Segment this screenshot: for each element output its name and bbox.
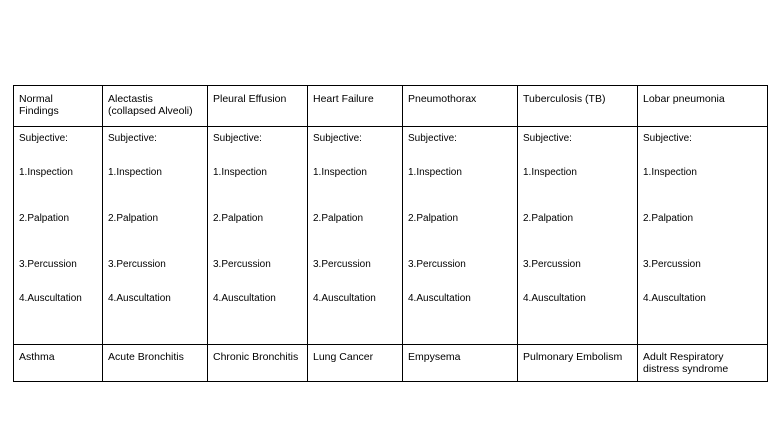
header-cell-heart-failure	[308, 86, 403, 127]
footer-text: Lung Cancer	[313, 351, 374, 363]
subjective-label: Subjective:	[313, 133, 362, 144]
auscultation-label: 4.Auscultation	[213, 293, 276, 304]
inspection-label: 1.Inspection	[213, 167, 267, 178]
inspection-label: 1.Inspection	[313, 167, 367, 178]
assessment-cell	[103, 127, 208, 345]
footer-text: distress syndrome	[643, 363, 729, 375]
footer-cell-lung-cancer	[308, 345, 403, 382]
footer-text: Empysema	[408, 351, 461, 363]
percussion-label: 3.Percussion	[19, 259, 77, 270]
header-text: Alectastis	[108, 93, 153, 105]
footer-cell-asthma	[14, 345, 103, 382]
header-cell-pleural-effusion	[208, 86, 308, 127]
footer-text: Chronic Bronchitis	[213, 351, 299, 363]
auscultation-label: 4.Auscultation	[643, 293, 706, 304]
auscultation-label: 4.Auscultation	[19, 293, 82, 304]
assessment-cell	[14, 127, 103, 345]
palpation-label: 2.Palpation	[19, 213, 70, 224]
header-cell-tuberculosis	[518, 86, 638, 127]
assessment-cell	[638, 127, 768, 345]
subjective-label: Subjective:	[108, 133, 157, 144]
footer-cell-pulmonary-embolism	[518, 345, 638, 382]
subjective-label: Subjective:	[643, 133, 692, 144]
header-text: Heart Failure	[313, 93, 374, 105]
palpation-label: 2.Palpation	[313, 213, 364, 224]
header-cell-alectastis	[103, 86, 208, 127]
footer-text: Pulmonary Embolism	[523, 351, 623, 363]
footer-row	[14, 345, 768, 382]
assessment-row	[14, 127, 768, 345]
percussion-label: 3.Percussion	[213, 259, 271, 270]
inspection-label: 1.Inspection	[408, 167, 462, 178]
inspection-label: 1.Inspection	[523, 167, 577, 178]
inspection-label: 1.Inspection	[108, 167, 162, 178]
percussion-label: 3.Percussion	[108, 259, 166, 270]
footer-text: Acute Bronchitis	[108, 351, 184, 363]
assessment-cell	[208, 127, 308, 345]
footer-text: Adult Respiratory	[643, 351, 724, 363]
palpation-label: 2.Palpation	[523, 213, 574, 224]
footer-cell-chronic-bronchitis	[208, 345, 308, 382]
subjective-label: Subjective:	[19, 133, 68, 144]
footer-cell-acute-bronchitis	[103, 345, 208, 382]
header-text: Pneumothorax	[408, 93, 477, 105]
footer-cell-empysema	[403, 345, 518, 382]
header-text: Findings	[19, 105, 59, 117]
header-text: Normal	[19, 93, 53, 105]
header-text: Lobar pneumonia	[643, 93, 725, 105]
auscultation-label: 4.Auscultation	[523, 293, 586, 304]
assessment-cell	[403, 127, 518, 345]
palpation-label: 2.Palpation	[108, 213, 159, 224]
header-text: Pleural Effusion	[213, 93, 287, 105]
percussion-label: 3.Percussion	[313, 259, 371, 270]
conditions-table	[13, 85, 768, 382]
auscultation-label: 4.Auscultation	[313, 293, 376, 304]
header-cell-lobar-pneumonia	[638, 86, 768, 127]
percussion-label: 3.Percussion	[408, 259, 466, 270]
header-row	[14, 86, 768, 127]
inspection-label: 1.Inspection	[19, 167, 73, 178]
header-cell-normal-findings	[14, 86, 103, 127]
auscultation-label: 4.Auscultation	[408, 293, 471, 304]
palpation-label: 2.Palpation	[408, 213, 459, 224]
header-text: (collapsed Alveoli)	[108, 105, 193, 117]
percussion-label: 3.Percussion	[643, 259, 701, 270]
assessment-cell	[518, 127, 638, 345]
subjective-label: Subjective:	[213, 133, 262, 144]
percussion-label: 3.Percussion	[523, 259, 581, 270]
footer-cell-ards	[638, 345, 768, 382]
assessment-cell	[308, 127, 403, 345]
header-cell-pneumothorax	[403, 86, 518, 127]
palpation-label: 2.Palpation	[643, 213, 694, 224]
palpation-label: 2.Palpation	[213, 213, 264, 224]
subjective-label: Subjective:	[523, 133, 572, 144]
footer-text: Asthma	[19, 351, 55, 363]
header-text: Tuberculosis (TB)	[523, 93, 606, 105]
auscultation-label: 4.Auscultation	[108, 293, 171, 304]
inspection-label: 1.Inspection	[643, 167, 697, 178]
subjective-label: Subjective:	[408, 133, 457, 144]
